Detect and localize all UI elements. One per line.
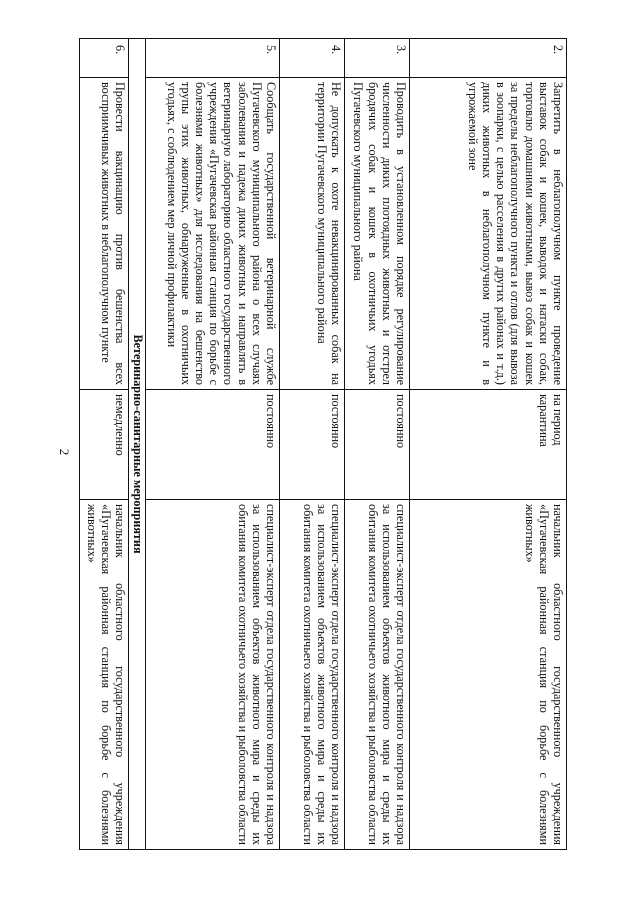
measure-text: Запретить в неблагополучном пункте проведение выставок собак и кошек, выводок и натаски собак, торговлю домашними животными, вывоз собак и кошек за пределы неблагополучного пункта и отлов (для вывоза в зоопарки, с целью расселения в других районах и т.д.) диких животных в неблагополучном пункте и в угрожаемой зоне — [410, 78, 567, 390]
row-number: 4. — [280, 39, 345, 78]
responsible-text: специалист-эксперт отдела государственного контроля и надзора за использованием объектов животного мира и среды их обитания комитета охотничьего хозяйства и рыболовства области — [280, 500, 345, 850]
row-number: 3. — [345, 39, 410, 78]
measure-text: Не допускать к охоте невакцинированных собак на территории Пугачевского муниципального района — [280, 78, 345, 390]
row-number: 6. — [80, 39, 129, 78]
deadline-text: постоянно — [146, 390, 280, 500]
measure-text: Провести вакцинацию против бешенства всех восприимчивых животных в неблагополучном пункте — [80, 78, 129, 390]
page-number: 2 — [57, 448, 72, 456]
table-row — [345, 39, 410, 850]
table-row — [80, 39, 129, 850]
responsible-text: начальник областного государственного учреждения «Пугачевская районная станция по борьбе с болезнями животных» — [80, 500, 129, 850]
table-row — [280, 39, 345, 850]
deadline-text: на период карантина — [410, 390, 567, 500]
measure-text: Проводить в установленном порядке регулирование численности диких плотоядных животных и отстрел бродячих собак и кошек в охотничьих угодьях Пугачевского муниципального района — [345, 78, 410, 390]
table-row — [410, 39, 567, 850]
section-header-row — [129, 39, 146, 850]
table-row — [146, 39, 280, 850]
deadline-text: немедленно — [80, 390, 129, 500]
row-number: 5. — [146, 39, 280, 78]
deadline-text: постоянно — [280, 390, 345, 500]
measures-table — [79, 38, 567, 850]
responsible-text: специалист-эксперт отдела государственного контроля и надзора за использованием объектов животного мира и среды их обитания комитета охотничьего хозяйства и рыболовства области — [146, 500, 280, 850]
deadline-text: постоянно — [345, 390, 410, 500]
row-number: 2. — [410, 39, 567, 78]
measure-text: Сообщать государственной ветеринарной службе Пугачевского муниципального района о всех случаях заболевания и падежа диких животных и направлять в ветеринарную лабораторию областного государственного учреждения «Пугачевская районная станция по борьбе с болезнями животных» для исследования на бешенство трупы этих животных, обнаруженные в охотничьих угодьях, с соблюдением мер личной профилактики — [146, 78, 280, 390]
section-header: Ветеринарно-санитарные мероприятия — [129, 39, 146, 850]
responsible-text: начальник областного государственного учреждения «Пугачевская районная станция по борьбе с болезнями животных» — [410, 500, 567, 850]
rotated-document-page — [84, 38, 567, 849]
responsible-text: специалист-эксперт отдела государственного контроля и надзора за использованием объектов животного мира и среды их обитания комитета охотничьего хозяйства и рыболовства области — [345, 500, 410, 850]
